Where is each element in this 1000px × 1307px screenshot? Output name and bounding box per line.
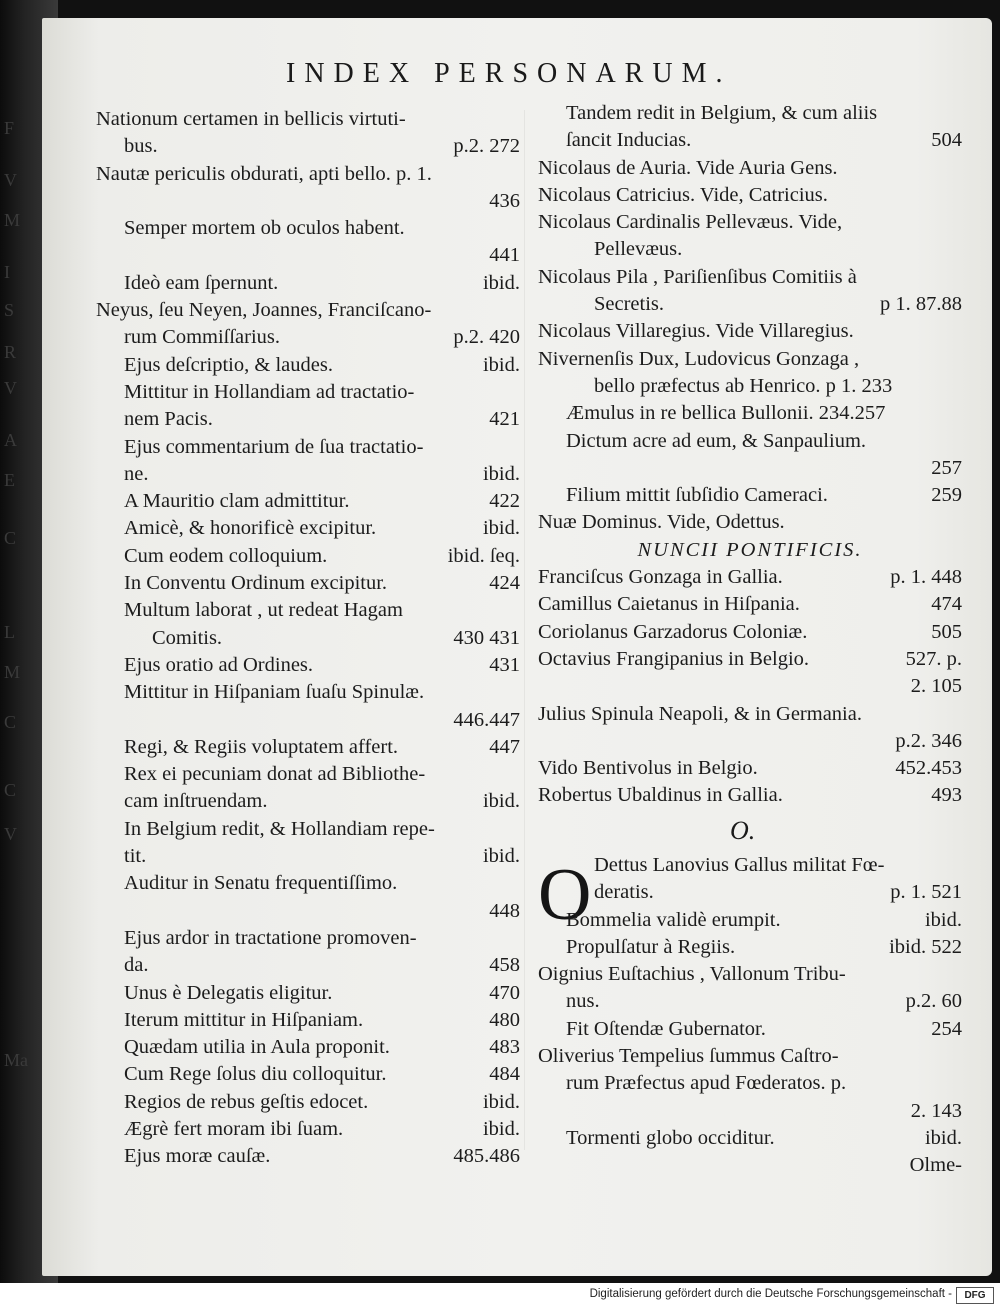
page-reference: p.2. 346 [895, 729, 962, 752]
page-reference: p.2. 420 [453, 326, 520, 349]
entry-text: Mittitur in Hiſpaniam ſuaſu Spinulæ. [124, 681, 425, 704]
page-reference: 446.447 [453, 708, 520, 731]
page-reference: p.2. 60 [905, 990, 962, 1013]
entry-text: bus. [124, 135, 158, 158]
facing-page-letter: Ma [4, 1050, 28, 1070]
facing-page-letter: E [4, 470, 15, 490]
index-entry-line [538, 455, 962, 482]
entry-text: Nicolaus Villaregius. Vide Villaregius. [538, 320, 854, 343]
entry-text: Ejus moræ cauſæ. [124, 1145, 271, 1168]
index-entry-line [96, 1116, 520, 1143]
index-entry-line [96, 625, 520, 652]
page-reference: ibid. [482, 517, 520, 540]
index-entry-line [96, 488, 520, 515]
index-entry-line [538, 646, 962, 673]
page-reference: 504 [931, 129, 962, 152]
page-title: INDEX PERSONARUM. [286, 58, 732, 89]
page-reference: p. 1. 448 [890, 566, 962, 589]
index-entry-line [538, 264, 962, 291]
section-heading-o: O. [730, 816, 756, 845]
index-entry-line [538, 1098, 962, 1125]
facing-page-letter: V [4, 378, 17, 398]
entry-text: Ejus commentarium de ſua tractatio- [124, 435, 424, 458]
index-entry-line [96, 734, 520, 761]
index-entry-line [96, 925, 520, 952]
column-gutter [524, 110, 525, 1150]
footer-credit: Digitalisierung gefördert durch die Deutsche Forschungsgemeinschaft - [589, 1288, 952, 1300]
entry-text: Amicè, & honorificè excipitur. [124, 517, 377, 540]
index-entry-line [538, 673, 962, 700]
index-entry-line [96, 980, 520, 1007]
page-reference: 483 [489, 1036, 520, 1059]
entry-text: Unus è Delegatis eligitur. [124, 981, 333, 1004]
index-entry-line [538, 155, 962, 182]
page-reference: 470 [489, 981, 520, 1004]
index-entry-line [96, 1007, 520, 1034]
index-entry-line [538, 907, 962, 934]
index-entry-line [96, 679, 520, 706]
index-entry-line [538, 291, 962, 318]
index-entry-line [96, 1034, 520, 1061]
index-entry-line [538, 1043, 962, 1070]
entry-text: Cum eodem colloquium. [124, 544, 328, 567]
entry-text: Nautæ periculis obdurati, apti bello. p. 1. [96, 162, 432, 185]
index-entry-line [96, 898, 520, 925]
index-entry-line [96, 324, 520, 351]
entry-text: Cum Rege ſolus diu colloquitur. [124, 1063, 387, 1086]
index-entry-line [96, 1089, 520, 1116]
page-reference: p. 1. 521 [890, 881, 962, 904]
entry-text: Tormenti globo occiditur. [566, 1126, 775, 1149]
page-reference: 458 [489, 954, 520, 977]
entry-text: Dictum acre ad eum, & Sanpaulium. [566, 429, 867, 452]
page-reference: ibid. [924, 1126, 962, 1149]
entry-text: Iterum mittitur in Hiſpaniam. [124, 1008, 364, 1031]
entry-text: rum Præfectus apud Fœderatos. p. [566, 1072, 847, 1095]
entry-text: A Mauritio clam admittitur. [124, 490, 350, 513]
index-entry-line [96, 870, 520, 897]
index-entry-line [538, 934, 962, 961]
index-entry-line [96, 515, 520, 542]
entry-text: In Conventu Ordinum excipitur. [124, 572, 388, 595]
index-entry-line [538, 879, 962, 906]
index-entry-line [96, 652, 520, 679]
page-reference: p 1. 87.88 [880, 293, 962, 316]
index-entry-line [96, 188, 520, 215]
entry-text: Nicolaus Cardinalis Pellevæus. Vide, [538, 211, 843, 234]
entry-text: Multum laborat , ut redeat Hagam [124, 599, 403, 622]
index-entry-line [538, 961, 962, 988]
page-reference: 430 431 [453, 626, 520, 649]
index-entry-line [96, 215, 520, 242]
page-reference: 421 [489, 408, 520, 431]
index-entry-line [96, 543, 520, 570]
entry-text: Ideò eam ſpernunt. [124, 271, 279, 294]
index-entry-line [538, 619, 962, 646]
page-reference: ibid. [482, 462, 520, 485]
facing-page-letter: C [4, 780, 17, 800]
index-entry-line [538, 591, 962, 618]
index-entry-line [538, 482, 962, 509]
index-entry-line [96, 352, 520, 379]
index-entry-line [538, 728, 962, 755]
page-reference: ibid. [924, 908, 962, 931]
dfg-logo: DFG [956, 1287, 994, 1304]
entry-text: nem Pacis. [124, 408, 213, 431]
entry-text: Oignius Euſtachius , Vallonum Tribu- [538, 963, 846, 986]
index-entry-line [538, 400, 962, 427]
index-entry-line [96, 597, 520, 624]
entry-text: Dettus Lanovius Gallus militat Fœ- [594, 854, 885, 876]
nuncii-heading: NUNCII PONTIFICIS. [637, 538, 863, 561]
index-entry-line [538, 988, 962, 1015]
page-reference: 505 [931, 620, 962, 643]
entry-text: Robertus Ubaldinus in Gallia. [538, 784, 783, 807]
index-entry-line [96, 570, 520, 597]
page-reference: ibid. [482, 353, 520, 376]
entry-text: da. [124, 954, 149, 977]
index-entry-line [538, 701, 962, 728]
entry-text: Bommelia validè erumpit. [566, 908, 781, 931]
entry-text: bello præfectus ab Henrico. p 1. 233 [594, 374, 893, 397]
index-entry-line [538, 1125, 962, 1152]
index-entry-line [538, 236, 962, 263]
decorated-initial-o: O [538, 854, 592, 936]
index-entry-line [96, 406, 520, 433]
page-reference: 474 [931, 593, 962, 616]
entry-text: Regios de rebus geſtis edocet. [124, 1090, 369, 1113]
index-entry-line [96, 461, 520, 488]
facing-page-letter: S [4, 300, 15, 320]
index-entry-line [538, 428, 962, 455]
facing-page-letter: V [4, 170, 17, 190]
facing-page-letter: A [4, 430, 17, 450]
page-reference: ibid. [482, 271, 520, 294]
facing-page-letter: F [4, 118, 15, 138]
facing-page-letter: I [4, 262, 10, 282]
index-entry-line [96, 761, 520, 788]
index-entry-line [538, 127, 962, 154]
page-reference: 448 [489, 899, 520, 922]
entry-text: tit. [124, 845, 147, 868]
right-column-top-entries [538, 100, 962, 537]
page-reference: 259 [931, 484, 962, 507]
page-reference: ibid. [482, 1090, 520, 1113]
page-reference: 2. 143 [910, 1099, 962, 1122]
index-entry-line [96, 379, 520, 406]
entry-text: Fit Oſtendæ Gubernator. [566, 1017, 766, 1040]
page-reference: ibid. [482, 845, 520, 868]
entry-text: nus. [566, 990, 600, 1013]
entry-text: Auditur in Senatu frequentiſſimo. [124, 872, 398, 895]
entry-text: Semper mortem ob oculos habent. [124, 217, 405, 240]
index-entry-line [538, 209, 962, 236]
entry-text: Octavius Frangipanius in Belgio. [538, 647, 810, 670]
page-reference: 485.486 [453, 1145, 520, 1168]
index-entry-line [96, 297, 520, 324]
facing-page-letter: C [4, 528, 17, 548]
page-reference: 254 [931, 1017, 962, 1040]
entry-text: Camillus Caietanus in Hiſpania. [538, 593, 800, 616]
entry-text: Filium mittit ſubſidio Cameraci. [566, 484, 828, 507]
page-reference: 2. 105 [910, 675, 962, 698]
index-entry-line [538, 373, 962, 400]
entry-text: cam inſtruendam. [124, 790, 268, 813]
entry-text: Mittitur in Hollandiam ad tractatio- [124, 380, 415, 403]
page-reference: 441 [489, 244, 520, 267]
index-entry-line [538, 346, 962, 373]
entry-text: deratis. [594, 881, 654, 904]
page-reference: 452.453 [895, 757, 962, 780]
facing-page-letter: M [4, 662, 21, 682]
entry-text: Ejus oratio ad Ordines. [124, 653, 314, 676]
facing-page-letter: C [4, 712, 17, 732]
entry-text: Ejus deſcriptio, & laudes. [124, 353, 333, 376]
digitization-footer [0, 1283, 1000, 1307]
index-entry-line [96, 843, 520, 870]
index-entry-line [96, 161, 520, 188]
entry-text: Secretis. [594, 293, 665, 316]
entry-text: Tandem redit in Belgium, & cum aliis [566, 102, 878, 124]
index-entry-line [96, 707, 520, 734]
entry-text: Regi, & Regiis voluptatem affert. [124, 735, 399, 758]
entry-text: Æmulus in re bellica Bullonii. 234.257 [566, 402, 886, 425]
entry-text: Pellevæus. [594, 238, 683, 261]
page-reference: ibid. 522 [889, 935, 962, 958]
index-entry-line [538, 852, 962, 879]
entry-text: Coriolanus Garzadorus Coloniæ. [538, 620, 808, 643]
entry-text: Propulſatur à Regiis. [566, 935, 736, 958]
page-reference: 484 [489, 1063, 520, 1086]
entry-text: ſancit Inducias. [566, 129, 692, 152]
index-entry-line [538, 100, 962, 127]
index-entry-line [96, 270, 520, 297]
index-entry-line [96, 242, 520, 269]
index-entry-line [538, 782, 962, 809]
page-reference: Olme- [909, 1154, 962, 1177]
index-entry-line [538, 564, 962, 591]
index-entry-line [538, 1016, 962, 1043]
section-o-entries [538, 852, 962, 1180]
entry-text: Franciſcus Gonzaga in Gallia. [538, 566, 783, 589]
page-reference: 431 [489, 653, 520, 676]
entry-text: Nicolaus de Auria. Vide Auria Gens. [538, 156, 838, 179]
index-entry-line [96, 434, 520, 461]
entry-text: Vido Bentivolus in Belgio. [538, 757, 758, 780]
facing-page-letter: L [4, 622, 15, 642]
entry-text: Nationum certamen in bellicis virtuti- [96, 108, 406, 130]
index-entry-line [96, 1143, 520, 1170]
index-entry-line [96, 1061, 520, 1088]
index-entry-line [538, 509, 962, 536]
entry-text: Rex ei pecuniam donat ad Bibliothe- [124, 763, 426, 786]
page-reference: ibid. [482, 790, 520, 813]
page-reference: 527. p. [905, 647, 962, 670]
page-reference: p.2. 272 [453, 135, 520, 158]
index-entry-line [538, 755, 962, 782]
page-reference: 422 [489, 490, 520, 513]
entry-text: Ejus ardor in tractatione promoven- [124, 926, 417, 949]
index-entry-line [96, 816, 520, 843]
entry-text: Nivernenſis Dux, Ludovicus Gonzaga , [538, 347, 860, 370]
page-reference: 493 [931, 784, 962, 807]
entry-text: Comitis. [152, 626, 223, 649]
entry-text: ne. [124, 462, 149, 485]
index-entry-line [538, 1070, 962, 1097]
entry-text: Julius Spinula Neapoli, & in Germania. [538, 702, 862, 725]
entry-text: Nicolaus Pila , Pariſienſibus Comitiis à [538, 265, 857, 288]
entry-text: Quædam utilia in Aula proponit. [124, 1036, 390, 1059]
entry-text: Nicolaus Catricius. Vide, Catricius. [538, 183, 828, 206]
page-reference: ibid. [482, 1117, 520, 1140]
index-entry-line [96, 133, 520, 160]
facing-page-letter: V [4, 824, 17, 844]
entry-text: Neyus, ſeu Neyen, Joannes, Franciſcano- [96, 299, 432, 322]
index-entry-line [538, 1152, 962, 1179]
entry-text: Ægrè fert moram ibi ſuam. [124, 1117, 344, 1140]
nuncii-entries [538, 564, 962, 810]
right-column [538, 100, 962, 810]
page-reference: 257 [931, 456, 962, 479]
index-entry-line [538, 318, 962, 345]
entry-text: Oliverius Tempelius ſummus Caſtro- [538, 1045, 839, 1068]
page-reference: ibid. ſeq. [447, 544, 520, 567]
left-column [96, 106, 520, 1171]
index-entry-line [96, 952, 520, 979]
page-reference: 480 [489, 1008, 520, 1031]
entry-text: rum Commiſſarius. [124, 326, 281, 349]
entry-text: Nuæ Dominus. Vide, Odettus. [538, 511, 785, 534]
index-entry-line [96, 788, 520, 815]
index-entry-line [96, 106, 520, 133]
facing-page-letter: M [4, 210, 21, 230]
index-entry-line [538, 182, 962, 209]
page-reference: 436 [489, 189, 520, 212]
facing-page-letter: R [4, 342, 17, 362]
page-reference: 447 [489, 735, 520, 758]
entry-text: In Belgium redit, & Hollandiam repe- [124, 817, 435, 840]
page-reference: 424 [489, 572, 520, 595]
